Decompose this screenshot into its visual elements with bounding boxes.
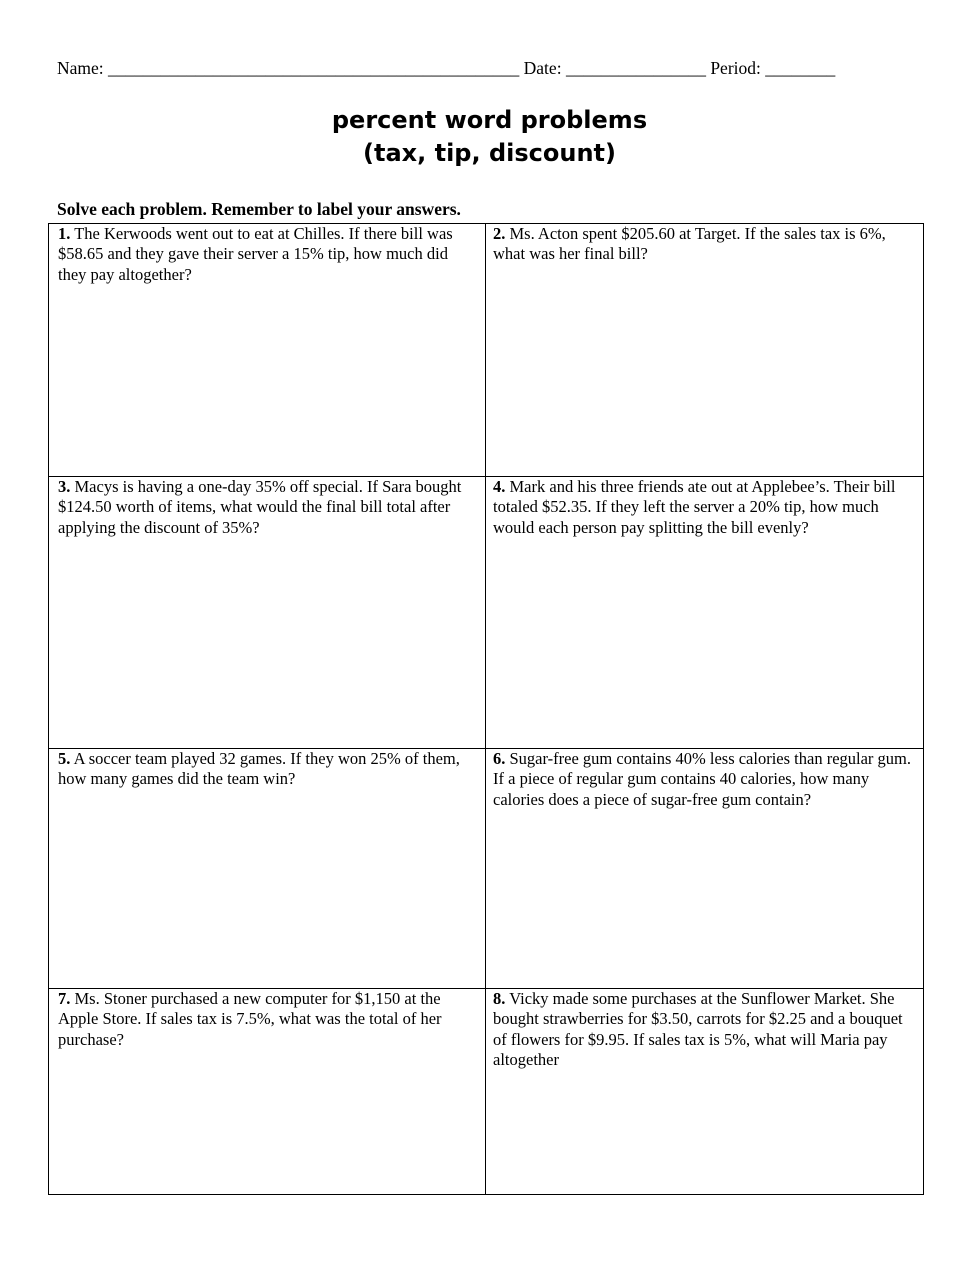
- instructions: Solve each problem. Remember to label your answers.: [57, 199, 461, 219]
- title-line-1: percent word problems: [331, 106, 648, 134]
- problem-text: Sugar-free gum contains 40% less calories than regular gum. If a piece of regular gum contains 40 calories, how many calories does a piece of sugar-free gum contain?: [493, 749, 912, 809]
- problem-text: Ms. Acton spent $205.60 at Target. If the sales tax is 6%, what was her final bill?: [493, 224, 886, 264]
- problem-number: 3.: [58, 477, 71, 496]
- problem-number: 1.: [58, 224, 71, 243]
- name-label: Name:: [57, 58, 104, 78]
- student-info-header: [57, 57, 927, 79]
- problem-cell-1[interactable]: [49, 224, 486, 477]
- problem-text: Macys is having a one-day 35% off special. If Sara bought $124.50 worth of items, what would the final bill total after applying the discount of 35%?: [58, 477, 462, 537]
- problem-number: 6.: [493, 749, 506, 768]
- problem-text: Ms. Stoner purchased a new computer for $1,150 at the Apple Store. If sales tax is 7.5%, what was the total of her purchase?: [58, 989, 442, 1049]
- problem-grid: [48, 223, 924, 1195]
- problem-cell-6[interactable]: [486, 749, 923, 989]
- period-blank[interactable]: ________: [765, 58, 836, 78]
- problem-text: The Kerwoods went out to eat at Chilles. If there bill was $58.65 and they gave their server a 15% tip, how much did they pay altogether?: [58, 224, 453, 284]
- problem-number: 8.: [493, 989, 506, 1008]
- problem-cell-4[interactable]: [486, 477, 923, 749]
- problem-number: 7.: [58, 989, 71, 1008]
- problem-cell-2[interactable]: [486, 224, 923, 477]
- problem-text: A soccer team played 32 games. If they won 25% of them, how many games did the team win?: [58, 749, 460, 789]
- problem-text: Mark and his three friends ate out at Applebee’s. Their bill totaled $52.35. If they left the server a 20% tip, how much would each person pay splitting the bill evenly?: [493, 477, 896, 537]
- date-blank[interactable]: ________________: [565, 58, 706, 78]
- title-line-2: (tax, tip, discount): [363, 139, 616, 167]
- worksheet-title: [0, 104, 979, 170]
- problem-number: 5.: [58, 749, 71, 768]
- date-label: Date:: [523, 58, 562, 78]
- problem-number: 2.: [493, 224, 506, 243]
- problem-cell-3[interactable]: [49, 477, 486, 749]
- problem-cell-8[interactable]: [486, 989, 923, 1194]
- problem-cell-5[interactable]: [49, 749, 486, 989]
- problem-cell-7[interactable]: [49, 989, 486, 1194]
- period-label: Period:: [710, 58, 761, 78]
- name-blank[interactable]: _______________________________________________: [108, 58, 520, 78]
- problem-text: Vicky made some purchases at the Sunflower Market. She bought strawberries for $3.50, carrots for $2.25 and a bouquet of flowers for $9.95. If sales tax is 5%, what will Maria pay altogether: [493, 989, 903, 1069]
- problem-number: 4.: [493, 477, 506, 496]
